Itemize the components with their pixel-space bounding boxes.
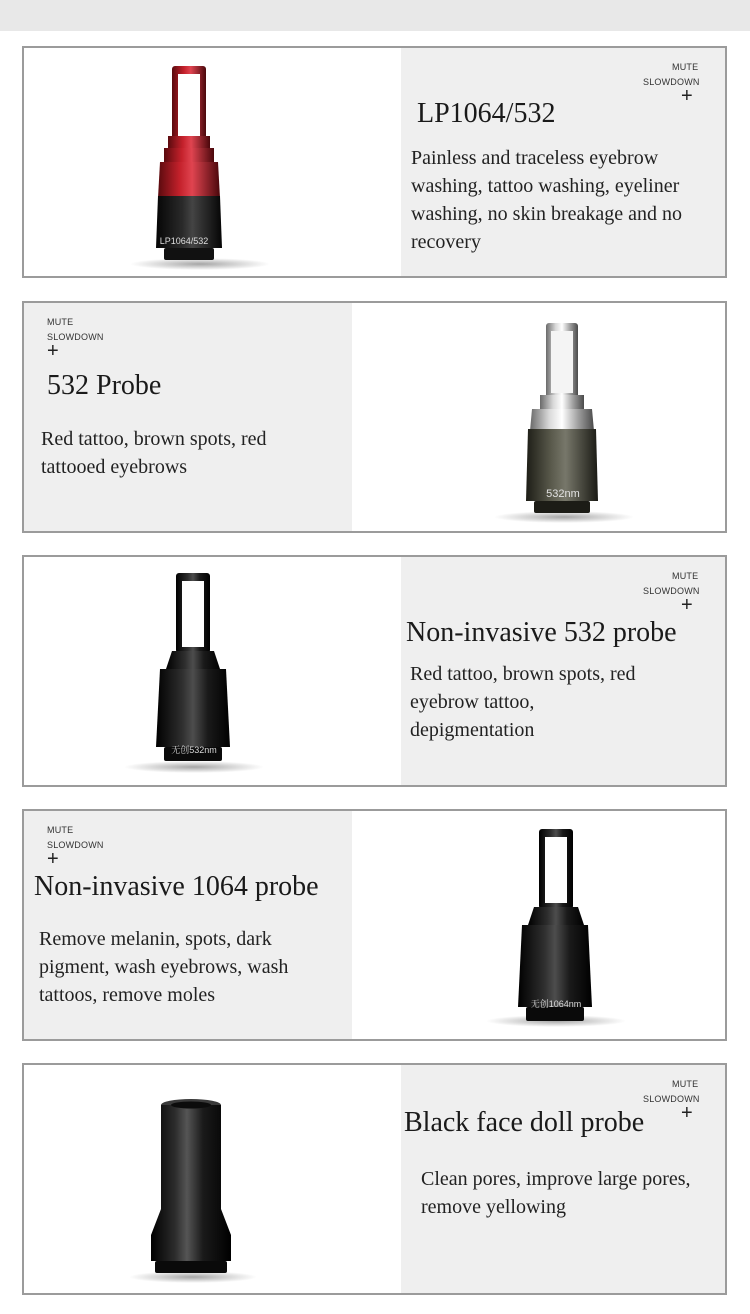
probe-label: 532nm xyxy=(546,488,580,500)
slowdown-tag: SLOWDOWN xyxy=(47,840,104,850)
text-panel xyxy=(24,303,352,531)
plus-icon[interactable]: + xyxy=(47,340,59,362)
text-panel xyxy=(401,557,725,785)
slowdown-tag: SLOWDOWN xyxy=(643,1094,700,1104)
slowdown-tag: SLOWDOWN xyxy=(643,586,700,596)
feature-tags xyxy=(643,60,700,107)
feature-tags xyxy=(47,823,104,870)
mute-tag: MUTE xyxy=(47,825,74,835)
product-card-non-invasive-1064 xyxy=(22,809,727,1041)
product-description: Red tattoo, brown spots, red eyebrow tattoo, depigmentation xyxy=(410,663,636,741)
product-title: Non-invasive 532 probe xyxy=(406,617,677,648)
product-description: Painless and traceless eyebrow washing, tattoo washing, eyeliner washing, no skin breakage and no recovery xyxy=(411,147,683,253)
slowdown-tag: SLOWDOWN xyxy=(643,77,700,87)
plus-icon[interactable]: + xyxy=(47,848,59,870)
mute-tag: MUTE xyxy=(672,1079,699,1089)
top-band xyxy=(0,0,750,31)
text-panel xyxy=(401,1065,725,1293)
mute-tag: MUTE xyxy=(47,317,74,327)
slowdown-tag: SLOWDOWN xyxy=(47,332,104,342)
black-cap-probe-icon xyxy=(129,1065,289,1295)
probe-label: 无创1064nm xyxy=(530,999,582,1009)
probe-image xyxy=(129,1065,289,1293)
product-description: Clean pores, improve large pores, remove yellowing xyxy=(421,1168,691,1218)
product-description: Remove melanin, spots, dark pigment, wash eyebrows, wash tattoos, remove moles xyxy=(39,928,289,1006)
mute-tag: MUTE xyxy=(672,571,699,581)
product-card-black-face-doll xyxy=(22,1063,727,1295)
product-card-532-probe xyxy=(22,301,727,533)
probe-label: LP1064/532 xyxy=(159,236,209,246)
plus-icon[interactable]: + xyxy=(681,85,693,107)
text-panel xyxy=(24,811,352,1039)
text-panel xyxy=(401,48,725,276)
feature-tags xyxy=(643,569,700,616)
silver-probe-icon xyxy=(494,303,654,533)
feature-tags xyxy=(47,315,104,362)
probe-image xyxy=(484,811,644,1039)
mute-tag: MUTE xyxy=(672,62,699,72)
product-title: 532 Probe xyxy=(47,370,162,401)
probe-label: 无创532nm xyxy=(171,745,217,755)
product-title: Non-invasive 1064 probe xyxy=(34,871,319,902)
plus-icon[interactable]: + xyxy=(681,1102,693,1124)
product-description: Red tattoo, brown spots, red tattooed eyebrows xyxy=(41,428,267,478)
feature-tags xyxy=(643,1077,700,1124)
red-probe-icon xyxy=(124,48,284,278)
probe-image xyxy=(124,557,284,785)
plus-icon[interactable]: + xyxy=(681,594,693,616)
product-title: LP1064/532 xyxy=(417,98,556,129)
product-card-non-invasive-532 xyxy=(22,555,727,787)
black-probe-icon xyxy=(484,811,644,1041)
product-title: Black face doll probe xyxy=(404,1107,645,1138)
probe-image xyxy=(124,48,284,276)
product-card-lp1064-532 xyxy=(22,46,727,278)
probe-image xyxy=(494,303,654,531)
black-probe-icon xyxy=(124,557,284,787)
